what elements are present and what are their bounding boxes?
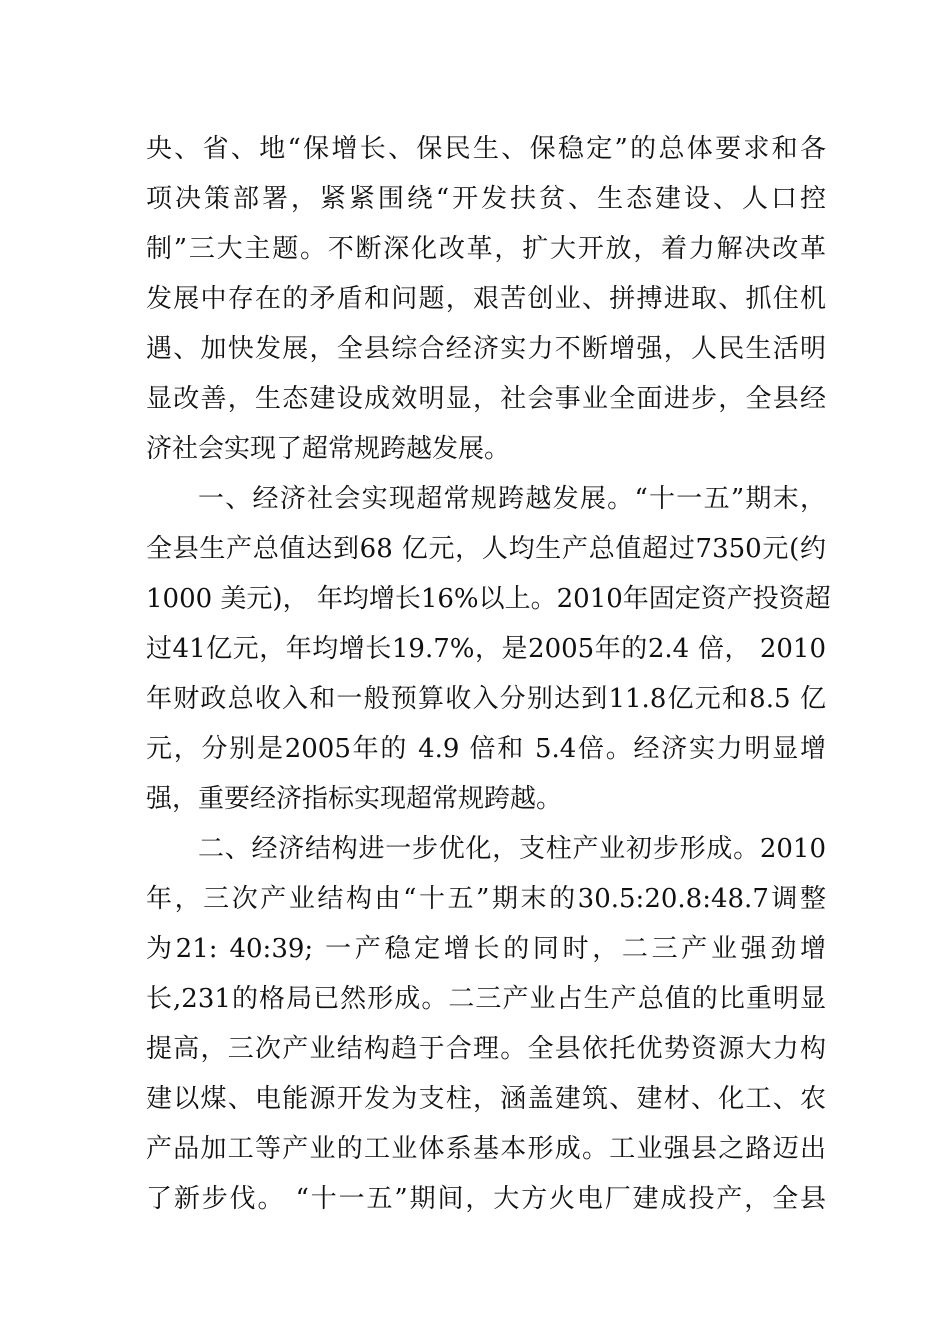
paragraph-heading-line: 二、经济结构进一步优化，支柱产业初步形成。2010 bbox=[198, 834, 826, 864]
text-line: 年，三次产业结构由“十五”期末的30.5:20.8:48.7调整 bbox=[146, 884, 826, 914]
text-line: 产品加工等产业的工业体系基本形成。工业强县之路迈出 bbox=[146, 1134, 826, 1164]
paragraph-heading-line: 一、经济社会实现超常规跨越发展。“十一五”期末， bbox=[198, 484, 826, 514]
text-line: 建以煤、电能源开发为支柱，涵盖建筑、建材、化工、农 bbox=[146, 1084, 826, 1114]
text-line: 元，分别是2005年的 4.9 倍和 5.4倍。经济实力明显增 bbox=[146, 734, 826, 764]
text-line: 央、省、地“保增长、保民生、保稳定”的总体要求和各 bbox=[146, 134, 826, 164]
text-line: 制”三大主题。不断深化改革，扩大开放，着力解决改革 bbox=[146, 234, 826, 264]
text-line: 过41亿元，年均增长19.7%，是2005年的2.4 倍， 2010 bbox=[146, 634, 826, 664]
text-line: 年财政总收入和一般预算收入分别达到11.8亿元和8.5 亿 bbox=[146, 684, 826, 714]
text-line: 1000 美元)， 年均增长16%以上。2010年固定资产投资超 bbox=[146, 584, 831, 614]
text-line: 项决策部署，紧紧围绕“开发扶贫、生态建设、人口控 bbox=[146, 184, 826, 214]
text-line: 了新步伐。 “十一五”期间，大方火电厂建成投产，全县 bbox=[146, 1184, 826, 1214]
text-line: 为21: 40:39; 一产稳定增长的同时，二三产业强劲增 bbox=[146, 934, 826, 964]
text-line: 显改善，生态建设成效明显，社会事业全面进步，全县经 bbox=[146, 384, 826, 414]
text-line: 强，重要经济指标实现超常规跨越。 bbox=[146, 784, 563, 814]
text-line: 济社会实现了超常规跨越发展。 bbox=[146, 434, 511, 464]
text-line: 长,231的格局已然形成。二三产业占生产总值的比重明显 bbox=[146, 984, 826, 1014]
text-line: 全县生产总值达到68 亿元，人均生产总值超过7350元(约 bbox=[146, 534, 826, 564]
text-line: 遇、加快发展，全县综合经济实力不断增强，人民生活明 bbox=[146, 334, 826, 364]
text-line: 提高，三次产业结构趋于合理。全县依托优势资源大力构 bbox=[146, 1034, 826, 1064]
text-line: 发展中存在的矛盾和问题，艰苦创业、拼搏进取、抓住机 bbox=[146, 284, 826, 314]
